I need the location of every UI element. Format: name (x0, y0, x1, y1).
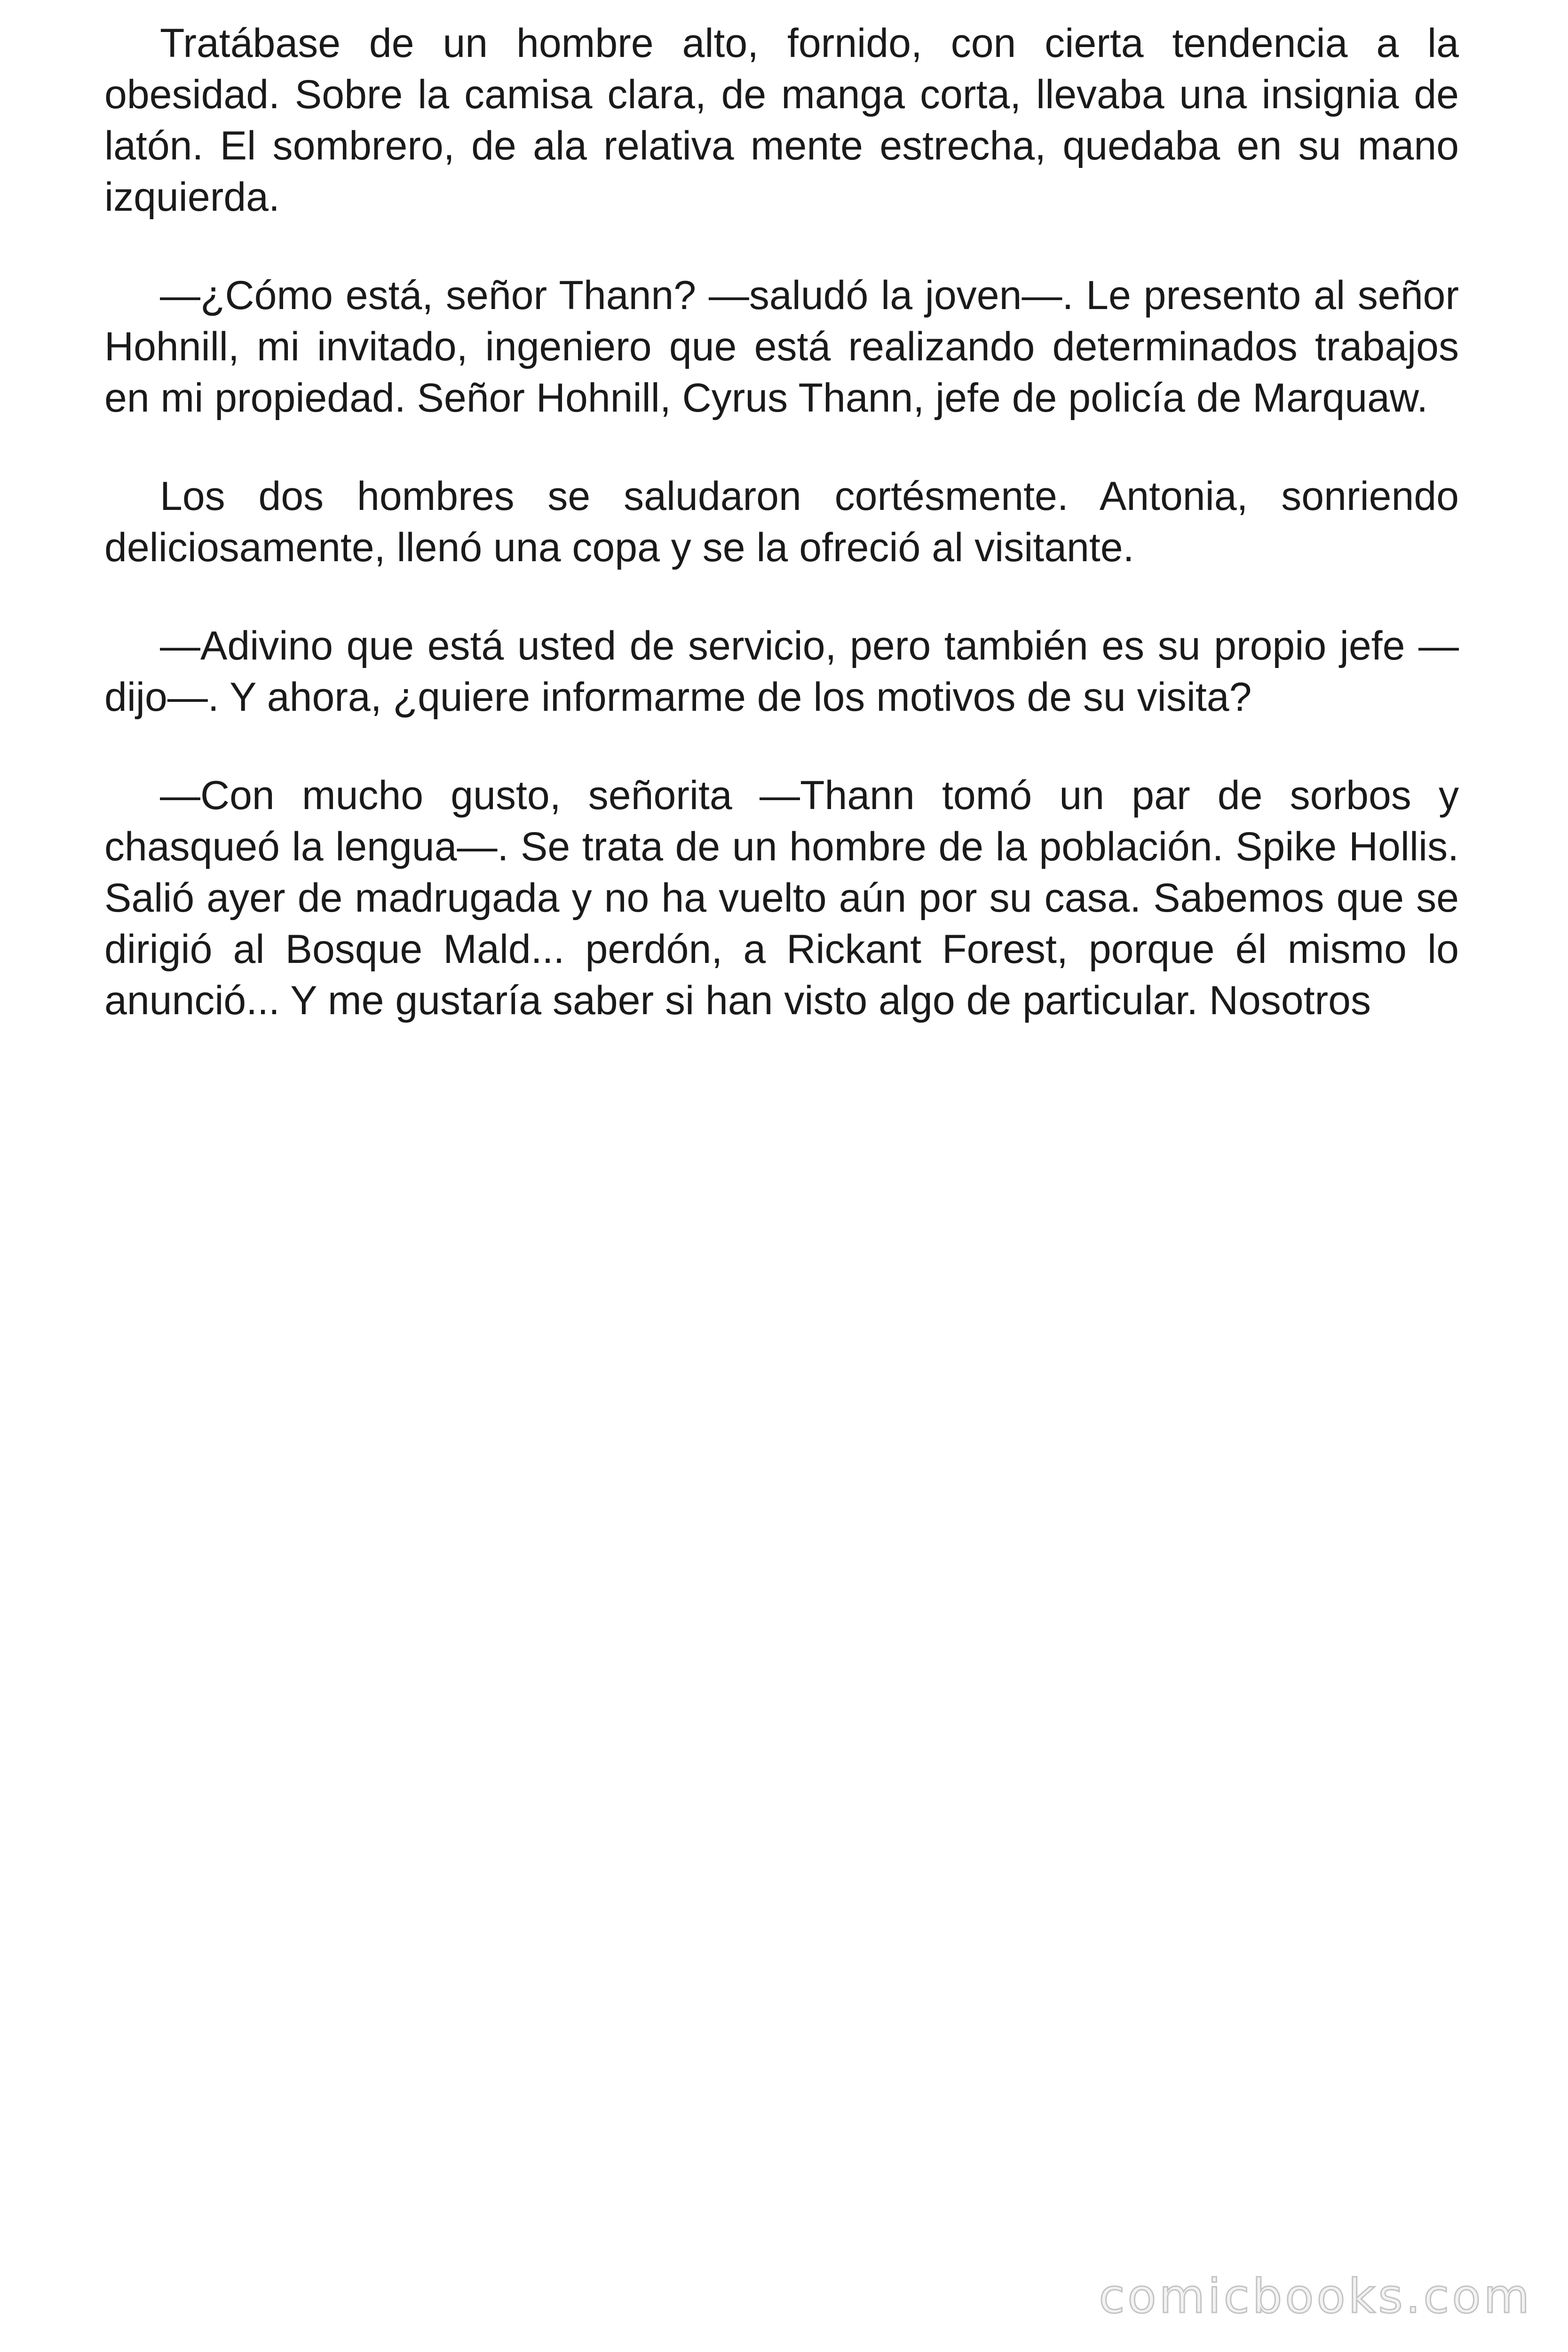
watermark-logo: comicbooks.com (1099, 2269, 1532, 2324)
body-text (104, 18, 1459, 1073)
paragraph-2: —¿Cómo está, señor Thann? —saludó la joven—. Le presento al señor Hohnill, mi invitado, ingeniero que está realizando determinados trabajos en mi propiedad. Señor Hohnill, Cyrus Thann, jefe de policía de Marquaw. (104, 273, 1459, 421)
paragraph-1: Tratábase de un hombre alto, fornido, con cierta tendencia a la obesidad. Sobre la camisa clara, de manga corta, llevaba una insignia de latón. El sombrero, de ala relativa mente estrecha, quedaba en su mano izquierda. (104, 21, 1459, 220)
paragraph-3: Los dos hombres se saludaron cortésmente. Antonia, sonriendo deliciosamente, llenó una copa y se la ofreció al visitante. (104, 474, 1459, 570)
paragraph-4: —Adivino que está usted de servicio, pero también es su propio jefe —dijo—. Y ahora, ¿quiere informarme de los motivos de su visita? (104, 623, 1459, 720)
paragraph-5: —Con mucho gusto, señorita —Thann tomó un par de sorbos y chasqueó la lengua—. Se trata de un hombre de la población. Spike Hollis. Salió ayer de madrugada y no ha vuelto aún por su casa. Sabemos que se dirigió al Bosque Mald... perdón, a Rickant Forest, porque él mismo lo anunció... Y me gustaría saber si han visto algo de particular. Nosotros (104, 773, 1459, 1023)
